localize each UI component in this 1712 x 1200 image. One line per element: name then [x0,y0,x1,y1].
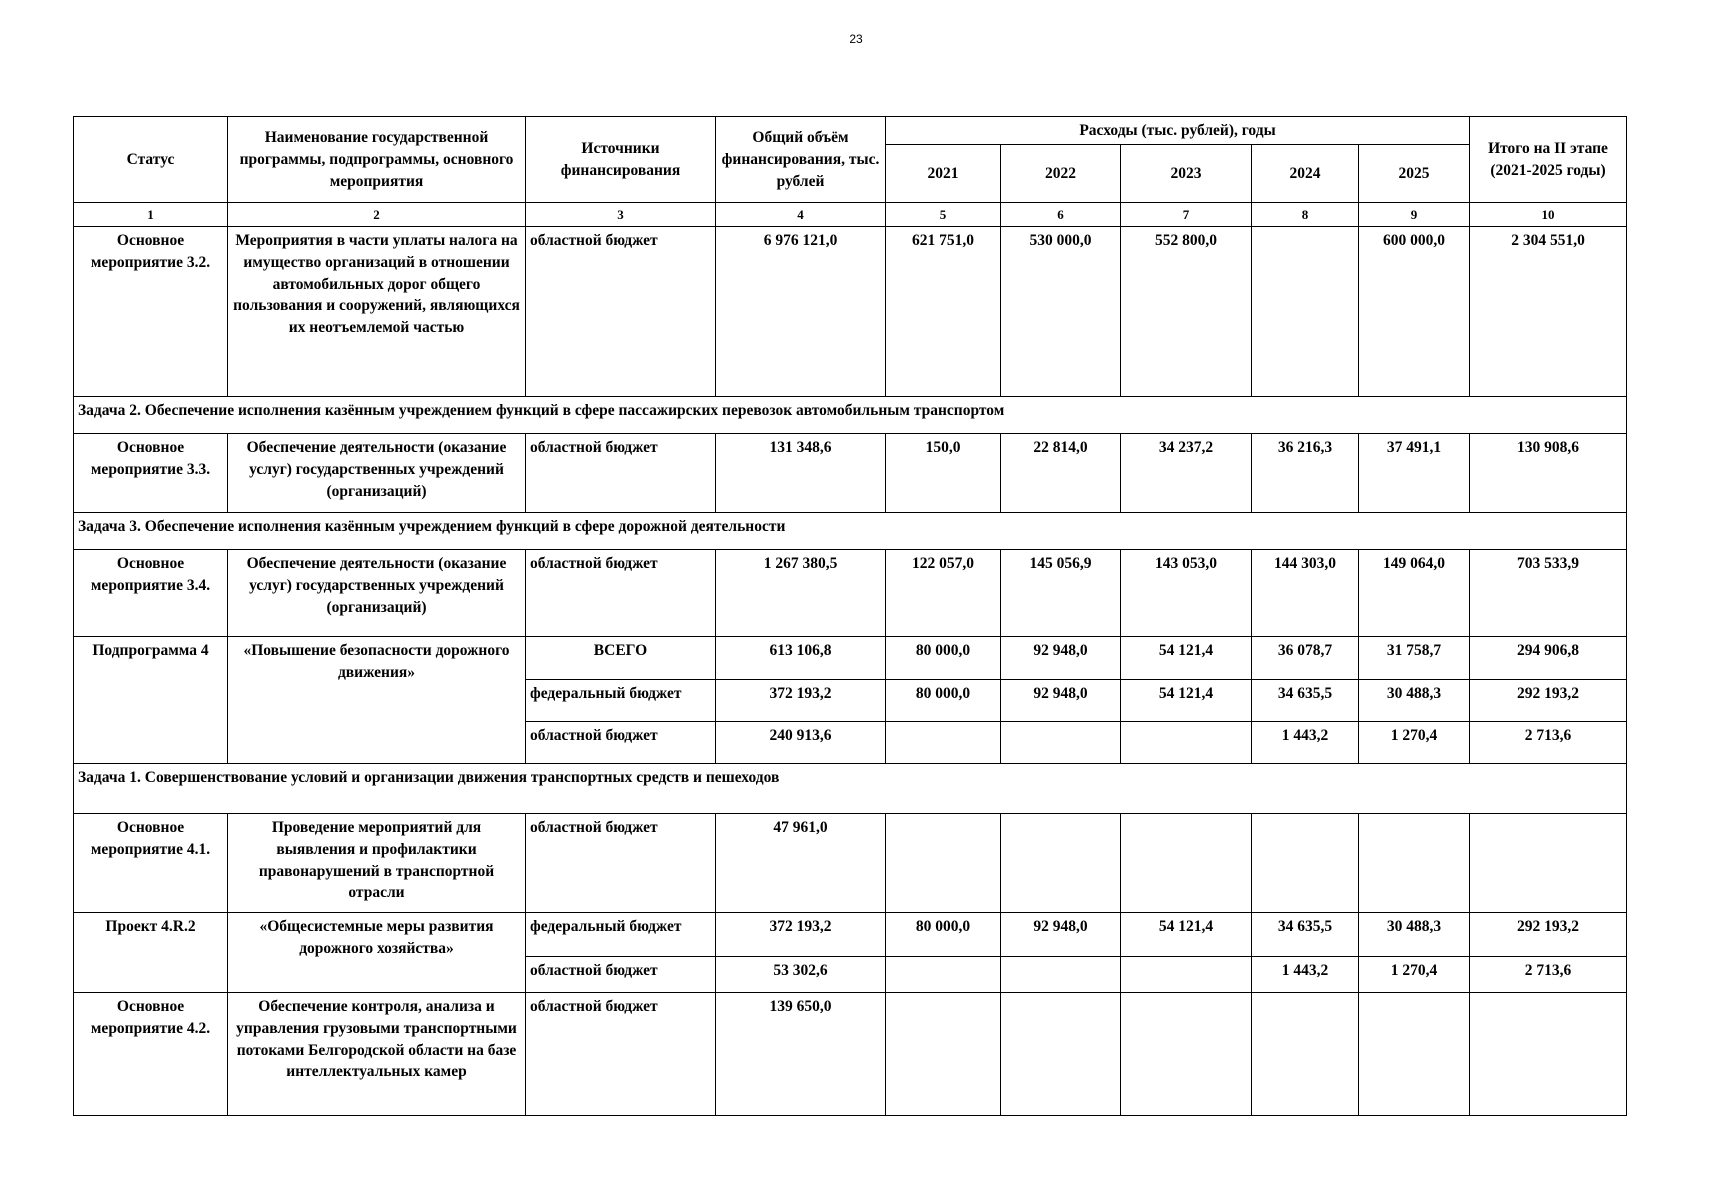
column-number: 10 [1470,203,1627,227]
row-total: 139 650,0 [716,993,886,1116]
row-itogo: 294 906,8 [1470,637,1627,680]
row-2022: 530 000,0 [1001,227,1121,397]
task-row [74,764,1627,814]
task-title: Задача 3. Обеспечение исполнения казённым учреждением функций в сфере дорожной деятельности [74,513,1627,550]
row-status: Основное мероприятие 4.2. [74,993,228,1116]
row-2022: 92 948,0 [1001,913,1121,957]
column-number: 9 [1359,203,1470,227]
row-2024: 1 443,2 [1252,722,1359,764]
row-2022: 145 056,9 [1001,550,1121,637]
row-2021 [886,814,1001,913]
row-2025: 31 758,7 [1359,637,1470,680]
row-2022 [1001,722,1121,764]
row-2021 [886,957,1001,993]
row-2025: 149 064,0 [1359,550,1470,637]
row-source: ВСЕГО [526,637,716,680]
header-row [74,117,1627,145]
row-2022 [1001,957,1121,993]
row-itogo [1470,814,1627,913]
header-year: 2023 [1121,145,1252,203]
header-year: 2021 [886,145,1001,203]
row-2023 [1121,993,1252,1116]
header-name: Наименование государственной программы, подпрограммы, основного мероприятия [228,117,526,203]
row-name: Мероприятия в части уплаты налога на имущество организаций в отношении автомобильных дорог общего пользования и сооружений, являющихся их неотъемлемой частью [228,227,526,397]
budget-table [73,116,1627,1116]
row-2022: 92 948,0 [1001,637,1121,680]
row-total: 47 961,0 [716,814,886,913]
row-status: Основное мероприятие 3.2. [74,227,228,397]
row-2021: 122 057,0 [886,550,1001,637]
table-row [74,550,1627,637]
task-title: Задача 2. Обеспечение исполнения казённым учреждением функций в сфере пассажирских перевозок автомобильным транспортом [74,397,1627,434]
header-year: 2024 [1252,145,1359,203]
row-name: «Повышение безопасности дорожного движения» [228,637,526,764]
column-number: 1 [74,203,228,227]
row-name: Обеспечение деятельности (оказание услуг) государственных учреждений (организаций) [228,550,526,637]
task-title: Задача 1. Совершенствование условий и организации движения транспортных средств и пешеходов [74,764,1627,814]
row-2023: 54 121,4 [1121,913,1252,957]
row-2025: 600 000,0 [1359,227,1470,397]
row-2023: 54 121,4 [1121,680,1252,722]
table-row [74,434,1627,513]
row-source: областной бюджет [526,550,716,637]
row-total: 1 267 380,5 [716,550,886,637]
row-2023 [1121,722,1252,764]
column-number: 5 [886,203,1001,227]
header-expenses: Расходы (тыс. рублей), годы [886,117,1470,145]
row-total: 131 348,6 [716,434,886,513]
row-total: 613 106,8 [716,637,886,680]
table-row [74,227,1627,397]
page-number: 23 [849,32,863,46]
column-number: 4 [716,203,886,227]
row-2023 [1121,957,1252,993]
row-source: областной бюджет [526,434,716,513]
row-2021 [886,993,1001,1116]
row-source: федеральный бюджет [526,913,716,957]
row-itogo: 292 193,2 [1470,680,1627,722]
row-2024: 36 078,7 [1252,637,1359,680]
row-name: Проведение мероприятий для выявления и профилактики правонарушений в транспортной отрасли [228,814,526,913]
row-2024 [1252,993,1359,1116]
row-total: 6 976 121,0 [716,227,886,397]
row-2024 [1252,227,1359,397]
row-2025 [1359,814,1470,913]
row-source: областной бюджет [526,722,716,764]
column-number-row [74,203,1627,227]
row-2025 [1359,993,1470,1116]
header-status: Статус [74,117,228,203]
header-itogo: Итого на II этапе (2021-2025 годы) [1470,117,1627,203]
task-row [74,513,1627,550]
column-number: 3 [526,203,716,227]
header-year: 2025 [1359,145,1470,203]
row-2023: 54 121,4 [1121,637,1252,680]
row-2021: 80 000,0 [886,913,1001,957]
table-row [74,637,1627,680]
row-2021: 80 000,0 [886,637,1001,680]
row-2021: 621 751,0 [886,227,1001,397]
row-source: областной бюджет [526,227,716,397]
row-2023: 143 053,0 [1121,550,1252,637]
row-itogo: 2 713,6 [1470,957,1627,993]
table-row [74,814,1627,913]
row-status: Основное мероприятие 3.3. [74,434,228,513]
row-total: 240 913,6 [716,722,886,764]
row-name: Обеспечение контроля, анализа и управления грузовыми транспортными потоками Белгородской области на базе интеллектуальных камер [228,993,526,1116]
row-total: 372 193,2 [716,913,886,957]
row-2023: 552 800,0 [1121,227,1252,397]
row-2025: 30 488,3 [1359,913,1470,957]
row-source: областной бюджет [526,814,716,913]
row-2022: 92 948,0 [1001,680,1121,722]
column-number: 8 [1252,203,1359,227]
row-2022 [1001,993,1121,1116]
row-name: Обеспечение деятельности (оказание услуг) государственных учреждений (организаций) [228,434,526,513]
row-total: 53 302,6 [716,957,886,993]
row-2024: 34 635,5 [1252,680,1359,722]
column-number: 6 [1001,203,1121,227]
table-row [74,913,1627,957]
row-2024: 144 303,0 [1252,550,1359,637]
row-2024 [1252,814,1359,913]
header-year: 2022 [1001,145,1121,203]
row-2025: 37 491,1 [1359,434,1470,513]
row-2025: 30 488,3 [1359,680,1470,722]
row-itogo: 2 713,6 [1470,722,1627,764]
row-2024: 1 443,2 [1252,957,1359,993]
row-2023 [1121,814,1252,913]
row-status: Основное мероприятие 4.1. [74,814,228,913]
row-2021 [886,722,1001,764]
row-name: «Общесистемные меры развития дорожного хозяйства» [228,913,526,993]
row-status: Проект 4.R.2 [74,913,228,993]
row-itogo: 2 304 551,0 [1470,227,1627,397]
row-2021: 80 000,0 [886,680,1001,722]
row-2021: 150,0 [886,434,1001,513]
table-row [74,993,1627,1116]
row-source: областной бюджет [526,993,716,1116]
row-source: областной бюджет [526,957,716,993]
row-2025: 1 270,4 [1359,957,1470,993]
row-itogo [1470,993,1627,1116]
row-itogo: 292 193,2 [1470,913,1627,957]
row-2024: 36 216,3 [1252,434,1359,513]
row-2023: 34 237,2 [1121,434,1252,513]
row-status: Основное мероприятие 3.4. [74,550,228,637]
column-number: 7 [1121,203,1252,227]
row-2022 [1001,814,1121,913]
row-2025: 1 270,4 [1359,722,1470,764]
row-itogo: 130 908,6 [1470,434,1627,513]
header-total: Общий объём финансирования, тыс. рублей [716,117,886,203]
column-number: 2 [228,203,526,227]
header-sources: Источники финансирования [526,117,716,203]
row-2024: 34 635,5 [1252,913,1359,957]
row-2022: 22 814,0 [1001,434,1121,513]
row-total: 372 193,2 [716,680,886,722]
row-source: федеральный бюджет [526,680,716,722]
row-status: Подпрограмма 4 [74,637,228,764]
row-itogo: 703 533,9 [1470,550,1627,637]
task-row [74,397,1627,434]
